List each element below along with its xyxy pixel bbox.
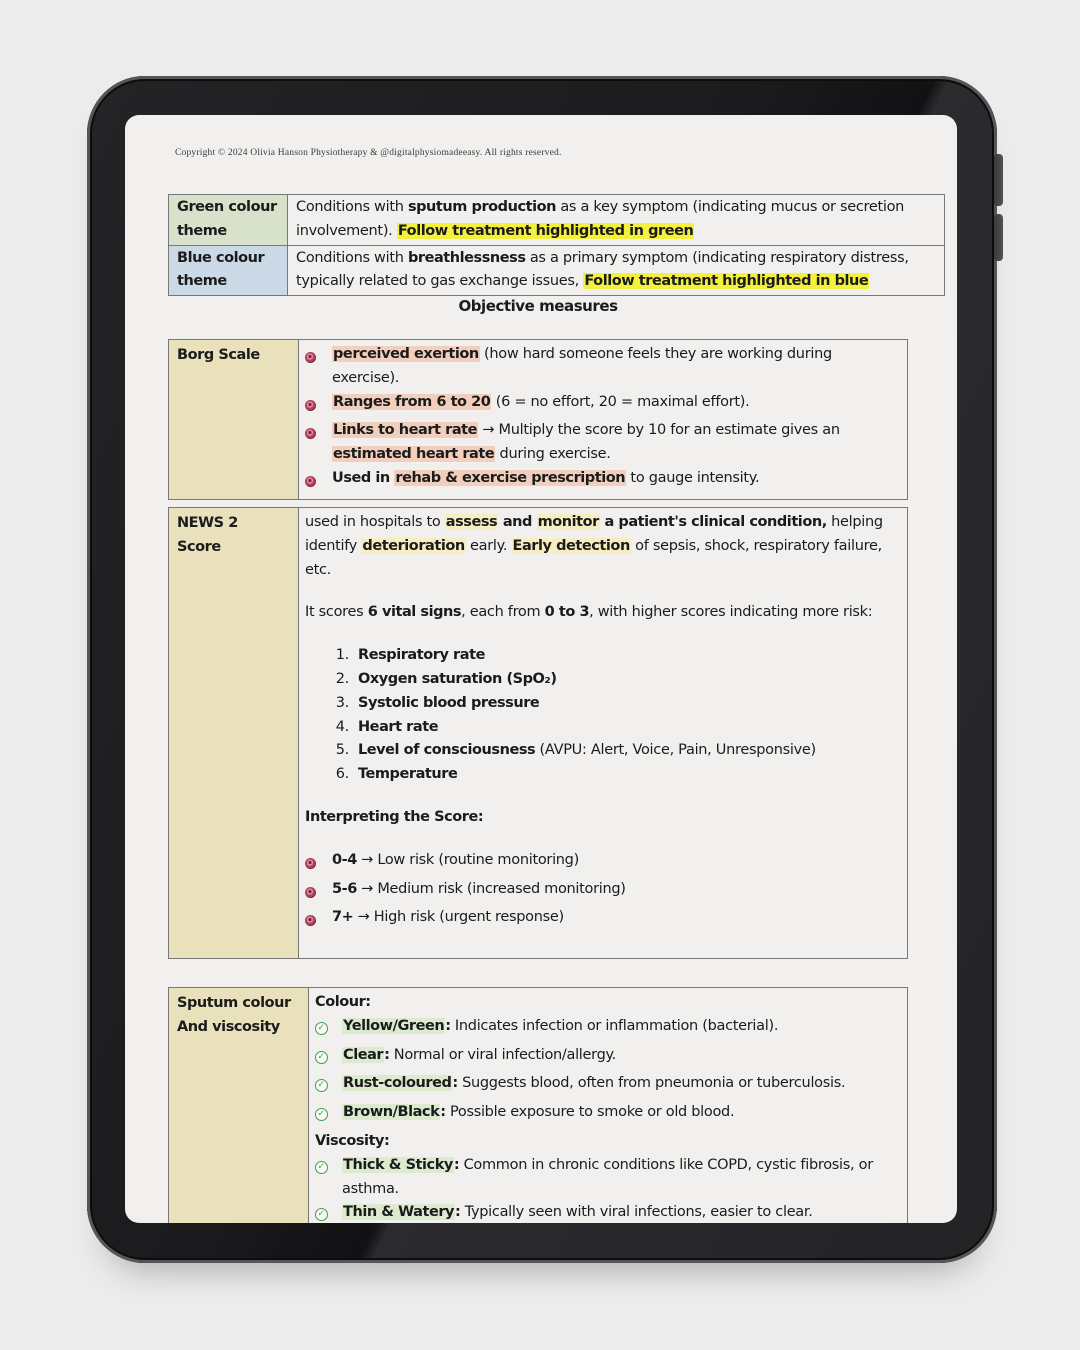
blue-theme-content-cell: Conditions with breathlessness as a primary symptom (indicating respiratory distress, typically related to gas exchange issues, Follow treatment highlighted in blue [296, 249, 909, 290]
sputum-title-cell [169, 988, 309, 1223]
list-item [305, 763, 897, 787]
news2-title-line1: NEWS 2 [177, 515, 238, 531]
list-item [305, 391, 897, 420]
check-icon [315, 1108, 328, 1121]
list-text: Level of consciousness (AVPU: Alert, Voice, Pain, Unresponsive) [358, 742, 816, 759]
section-heading-objective-measures: Objective measures [458, 297, 618, 315]
list-item [305, 644, 897, 668]
viscosity-label: Viscosity: [315, 1132, 390, 1149]
blue-theme-header-cell: Blue colour theme [169, 246, 288, 296]
news2-content-cell [299, 508, 907, 958]
paragraph: It scores 6 vital signs, each from 0 to 3, with higher scores indicating more risk: [305, 604, 873, 621]
list-item [305, 906, 897, 935]
list-text: Temperature [358, 766, 458, 783]
dart-icon [305, 915, 316, 926]
bullet-text: 5-6 → Medium risk (increased monitoring) [332, 880, 626, 897]
bullet-text: Thin & Watery: Typically seen with viral infections, easier to clear. [343, 1204, 813, 1221]
list-text: Respiratory rate [358, 647, 485, 664]
check-icon [315, 1161, 328, 1174]
check-icon [315, 1079, 328, 1092]
list-number: 5. [335, 742, 349, 759]
bullet-text: Used in rehab & exercise prescription to gauge intensity. [332, 469, 760, 486]
list-item [305, 692, 897, 716]
dart-icon [305, 476, 316, 487]
sputum-title-line1: Sputum colour [177, 995, 291, 1011]
interpreting-score-label: Interpreting the Score: [305, 808, 484, 825]
volume-up-button [994, 154, 1003, 206]
dart-icon [305, 400, 316, 411]
tablet-frame [87, 76, 997, 1263]
vital-signs-list [305, 644, 897, 787]
list-number: 2. [335, 670, 349, 687]
bullet-text: Brown/Black: Possible exposure to smoke or old blood. [343, 1104, 735, 1121]
news2-score-table [168, 507, 908, 959]
list-item [315, 1015, 897, 1044]
bullet-text: 7+ → High risk (urgent response) [332, 909, 564, 926]
bullet-text: Clear: Normal or viral infection/allergy. [343, 1046, 616, 1063]
bullet-text: Rust-coloured: Suggests blood, often from pneumonia or tuberculosis. [343, 1075, 846, 1092]
news2-title-line2: Score [177, 538, 221, 555]
bullet-text: Links to heart rate → Multiply the score by 10 for an estimate gives an estimated heart rate during exercise. [333, 422, 840, 463]
paragraph: used in hospitals to assess and monitor a patient's clinical condition, helping identify deterioration early. Early detection of sepsis, shock, respiratory failure, etc. [305, 514, 883, 578]
borg-scale-content-cell [299, 340, 907, 499]
green-theme-header-cell: Green colour theme [169, 195, 288, 245]
bullet-text: Ranges from 6 to 20 (6 = no effort, 20 = maximal effort). [333, 393, 750, 410]
list-number: 4. [335, 718, 349, 735]
copyright-text: Copyright © 2024 Olivia Hanson Physiotherapy & @digitalphysiomadeeasy. All rights reserved. [175, 148, 562, 158]
list-number: 1. [335, 647, 349, 664]
dart-icon [305, 887, 316, 898]
dart-icon [305, 352, 316, 363]
list-item [305, 716, 897, 740]
list-item [305, 849, 897, 878]
borg-scale-table [168, 339, 908, 500]
list-item [305, 467, 897, 496]
list-item [315, 1072, 897, 1101]
list-text: Oxygen saturation (SpO₂) [358, 670, 557, 687]
colour-label: Colour: [315, 994, 371, 1010]
list-item [305, 668, 897, 692]
bullet-text: 0-4 → Low risk (routine monitoring) [332, 851, 579, 868]
list-item [315, 1154, 897, 1202]
borg-scale-title-cell: Borg Scale [169, 340, 299, 499]
sputum-content-cell [309, 988, 907, 1223]
table-row [169, 195, 944, 245]
dart-icon [305, 428, 316, 439]
document-page [125, 115, 957, 1223]
tablet-screen [125, 115, 957, 1223]
list-text: Systolic blood pressure [358, 694, 540, 711]
check-icon [315, 1208, 328, 1221]
list-item [315, 1201, 897, 1223]
bullet-text: Thick & Sticky: Common in chronic conditions like COPD, cystic fibrosis, or asthma. [342, 1156, 873, 1197]
green-theme-content-cell: Conditions with sputum production as a key symptom (indicating mucus or secretion involvement). Follow treatment highlighted in green [296, 199, 905, 239]
list-item [305, 878, 897, 907]
sputum-title-line2: And viscosity [177, 1018, 280, 1035]
check-icon [315, 1051, 328, 1064]
list-item [305, 343, 897, 391]
list-item [305, 419, 897, 467]
bullet-text: Yellow/Green: Indicates infection or inflammation (bacterial). [343, 1017, 779, 1034]
bullet-text: perceived exertion (how hard someone feels they are working during exercise). [332, 346, 832, 386]
list-number: 3. [335, 694, 349, 711]
volume-down-button [994, 214, 1003, 261]
list-item [305, 739, 897, 763]
sputum-table [168, 987, 908, 1223]
news2-title-cell [169, 508, 299, 958]
table-row [169, 245, 944, 296]
check-icon [315, 1022, 328, 1035]
dart-icon [305, 858, 316, 869]
list-item [315, 1044, 897, 1073]
list-item [315, 1101, 897, 1130]
list-number: 6. [335, 766, 349, 783]
list-text: Heart rate [358, 718, 439, 735]
colour-theme-table [168, 194, 945, 296]
